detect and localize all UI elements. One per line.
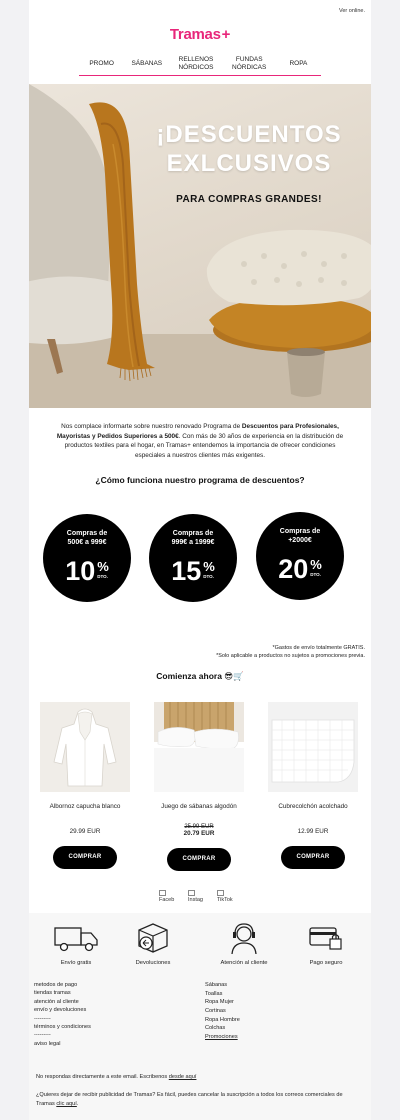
intro-part2: . Con más de 30 años de experiencia en la distribución de productos textiles para el hogar, en Tramas+ entendemos la importancia de ofrecer condiciones especiales a nuestros clientes más exigentes. [64,432,344,459]
noreply-notice [36,1073,196,1082]
hero-banner[interactable] [29,84,371,408]
nav-item-promo[interactable]: PROMO [89,59,114,67]
product-price: 20.79 EUR [183,830,215,837]
return-box-icon [118,921,188,955]
footer-link-terms[interactable]: términos y condiciones [34,1023,91,1030]
tier-line2: 999€ a 1999€ [171,539,215,547]
nav-item-rellenos-nordicos[interactable]: RELLENOS NÓRDICOS [178,56,214,71]
logo-plus: + [221,26,231,43]
buy-button[interactable]: COMPRAR [167,848,231,871]
tier-percent: % [310,557,322,572]
product-image-bathrobe[interactable] [40,702,130,792]
tier-discount [149,558,237,585]
noreply-text: No respondas directamente a este email. Escribenos [36,1074,169,1080]
product-price: 29.99 EUR [69,828,101,835]
tiktok-icon [217,890,224,896]
tier-range [256,527,344,545]
social-links [159,890,237,903]
feature-label: Envío gratis [60,960,92,966]
unsubscribe-end: . [76,1100,79,1107]
footer-links-right [205,981,240,1042]
footer-link-toallas[interactable]: Toallas [205,990,223,997]
support-agent-icon [209,921,279,955]
footer-link-promociones[interactable] [205,1033,240,1042]
products-heading: Comienza ahora 😎🛒 [156,671,244,681]
product-image-sheets[interactable] [154,702,244,792]
footer-link-payment-methods[interactable]: metodos de pago [34,982,78,988]
hero-title [139,120,359,179]
facebook-label: Faceb [159,897,175,903]
buy-button[interactable]: COMPRAR [53,846,117,869]
tier-percent: % [203,559,215,574]
instagram-label: Instag [188,897,203,903]
footer-divider: --------- [34,1015,51,1022]
intro-text [49,422,351,460]
note-shipping: *Gastos de envío totalmente GRATIS. [272,645,365,651]
intro-part1: Nos complace informarte sobre nuestro renovado Programa de [61,423,242,430]
email-body [29,0,371,1120]
tier-line1: Compras de [66,530,108,537]
product-price: 12.99 EUR [297,828,329,835]
nav-item-ropa[interactable]: ROPA [289,59,308,67]
tier-suffix: DTO. [310,572,321,577]
tier-discount [43,558,131,585]
tier-suffix: DTO. [97,574,108,579]
note-restrictions: *Solo aplicable a productos no sujetos a promociones previa. [216,652,365,659]
tier-line1: Compras de [279,528,321,535]
secure-card-icon [291,921,361,955]
product-name[interactable]: Albornoz capucha blanco [49,803,121,810]
footer-link-cortinas[interactable]: Cortinas [205,1007,226,1014]
tier-value: 20 [278,554,309,584]
hero-subtitle: PARA COMPRAS GRANDES! [176,194,322,205]
facebook-icon [159,890,166,896]
product-name[interactable]: Cubrecolchón acolchado [278,803,348,810]
logo[interactable] [29,26,371,43]
product-card[interactable] [153,702,245,871]
discount-tier-15 [149,514,237,602]
unsubscribe-text: ¿Quieres dejar de recibir publicidad de Tramas? Es fácil, puedes cancelar la suscripción a todos los correos comerciales de Tramas [36,1092,343,1107]
product-card[interactable] [39,702,131,869]
view-online-link[interactable]: Ver online. [339,8,365,14]
feature-label: Atención al cliente [220,960,268,966]
tiktok-label: TikTok [217,897,233,903]
tier-range [149,529,237,547]
tier-line1: Compras de [172,530,214,537]
tier-line2: 500€ a 999€ [67,539,107,547]
footer-link-stores[interactable]: tiendas tramas [34,990,71,997]
product-card[interactable] [267,702,359,869]
program-notes [216,645,365,661]
tier-range [43,529,131,547]
program-question: ¿Cómo funciona nuestro programa de descuentos? [95,475,305,485]
footer [29,913,371,1120]
nav-item-sabanas[interactable]: SÁBANAS [131,59,163,67]
feature-label: Devoluciones [135,960,171,966]
feature-label: Pago seguro [309,960,343,966]
unsubscribe-link[interactable]: clic aquí [56,1100,77,1107]
footer-link-sabanas[interactable]: Sábanas [205,982,228,988]
tier-discount [256,556,344,583]
product-name[interactable]: Juego de sábanas algodón [161,803,237,810]
contact-link[interactable]: desde aquí [168,1074,197,1080]
feature-free-shipping [41,921,111,966]
buy-button[interactable]: COMPRAR [281,846,345,869]
hero-title-line1: ¡DESCUENTOS [156,121,342,148]
nav-item-fundas-nordicas[interactable]: FUNDAS NÓRDICAS [232,56,267,71]
product-old-price: 25.99 EUR [184,824,214,830]
tier-value: 15 [171,556,202,586]
footer-divider: --------- [34,1032,51,1039]
main-nav [79,52,321,76]
footer-link-ropa-mujer[interactable]: Ropa Mujer [205,999,234,1006]
tier-percent: % [97,559,109,574]
footer-links-left [34,981,91,1048]
discount-tier-20 [256,512,344,600]
facebook-link[interactable] [159,890,179,903]
footer-link-legal[interactable]: aviso legal [34,1040,61,1047]
footer-link-colchas[interactable]: Colchas [205,1025,226,1032]
discount-tier-10 [43,514,131,602]
hero-title-line2: EXLCUSIVOS [166,150,332,178]
truck-icon [41,921,111,955]
feature-returns [118,921,188,966]
footer-link-ropa-hombre[interactable]: Ropa Hombre [205,1016,240,1023]
tier-value: 10 [65,556,96,586]
tier-suffix: DTO. [203,574,214,579]
tier-line2: +2000€ [288,537,312,545]
intro-bold: Descuentos para Profesionales, Mayoristas y Pedidos Superiores a 500€ [56,423,339,440]
logo-text: Tramas [169,26,221,43]
tiktok-link[interactable] [217,890,237,903]
promociones-link-text[interactable]: Promociones [205,1033,238,1040]
instagram-link[interactable] [188,890,208,903]
feature-secure-payment [291,921,361,966]
feature-customer-service [209,921,279,966]
instagram-icon [188,890,195,896]
product-image-mattress-cover[interactable] [268,702,358,792]
footer-link-shipping-returns[interactable]: envío y devoluciones [34,1007,87,1014]
unsubscribe-notice [36,1091,356,1109]
footer-link-customer-service[interactable]: atención al cliente [34,998,79,1005]
